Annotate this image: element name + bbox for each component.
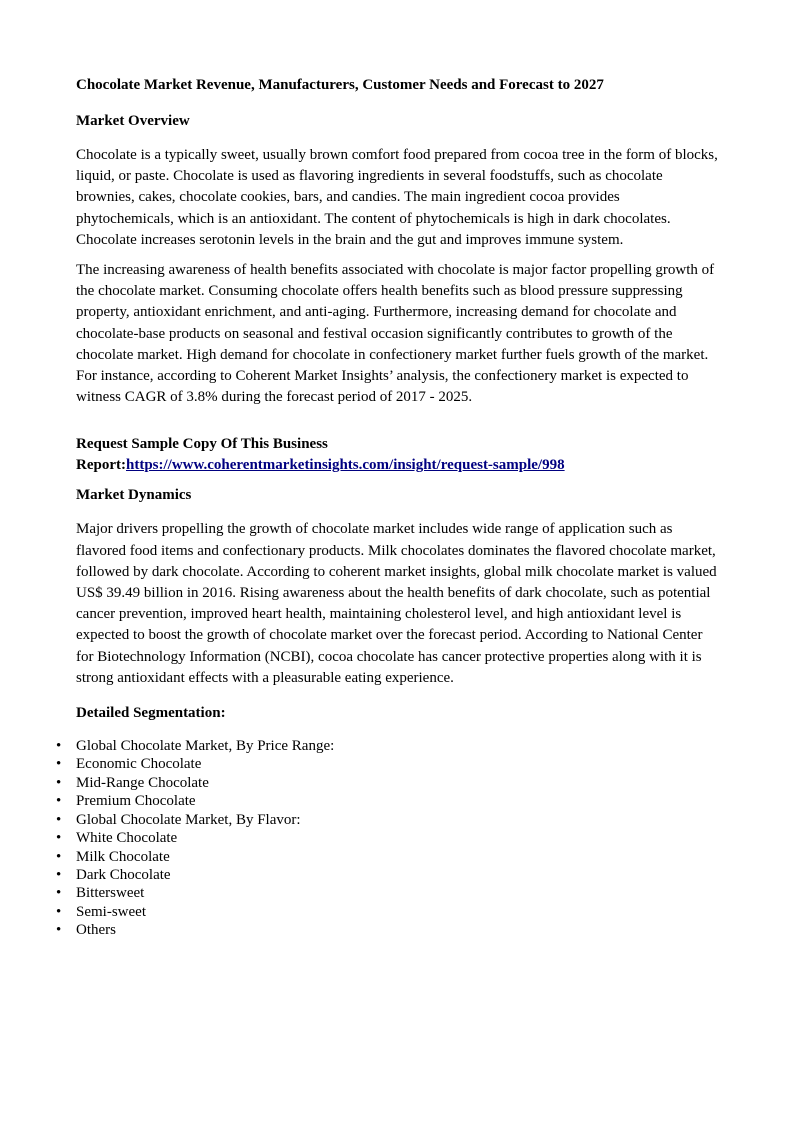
list-item-label: Milk Chocolate [76, 848, 170, 865]
overview-paragraph-2: The increasing awareness of health benefits associated with chocolate is major factor propelling growth of the chocolate market. Consuming chocolate offers health benefits such as blood pressure suppressing property, antioxidant enrichment, and anti-aging. Furthermore, increasing demand for chocolate and chocolate-base products on seasonal and festival occasion significantly contributes to growth of the chocolate market. High demand for chocolate in confectionery market further fuels growth of the market. For instance, according to Coherent Market Insights’ analysis, the confectionery market is expected to witness CAGR of 3.8% during the forecast period of 2017 - 2025. [76, 262, 715, 406]
market-overview-heading: Market Overview [76, 113, 190, 129]
list-item [56, 884, 718, 902]
document-page [56, 74, 718, 940]
list-item [56, 755, 718, 773]
request-sample-block [76, 434, 718, 476]
list-item-label: Dark Chocolate [76, 866, 171, 883]
list-item-label: Global Chocolate Market, By Price Range: [76, 738, 335, 755]
list-item-label: Others [76, 922, 116, 939]
bullet-icon: • [56, 811, 62, 828]
list-item-label: Global Chocolate Market, By Flavor: [76, 811, 301, 828]
bullet-icon: • [56, 903, 62, 920]
document-title: Chocolate Market Revenue, Manufacturers, Customer Needs and Forecast to 2027 [76, 77, 604, 93]
list-item-label: Bittersweet [76, 885, 145, 902]
section-spacer [76, 417, 718, 434]
list-item-label: Semi-sweet [76, 903, 146, 920]
segmentation-list [56, 737, 718, 939]
bullet-icon: • [56, 866, 62, 883]
list-item [56, 903, 718, 921]
list-item [56, 866, 718, 884]
market-dynamics-heading: Market Dynamics [76, 487, 192, 504]
bullet-icon: • [56, 793, 62, 810]
request-report-label: Report: [76, 457, 126, 474]
request-sample-text: Request Sample Copy Of This Business [76, 436, 328, 453]
bullet-icon: • [56, 830, 62, 847]
list-item-label: Economic Chocolate [76, 756, 202, 773]
dynamics-paragraph: Major drivers propelling the growth of chocolate market includes wide range of application such as flavored food items and confectionary products. Milk chocolates dominates the flavored chocolate market, followed by dark chocolate. According to coherent market insights, global milk chocolate market is valued US$ 39.49 billion in 2016. Rising awareness about the health benefits of dark chocolate, such as potential cancer prevention, improved heart health, maintaining cholesterol level, and high antioxidant level is expected to boost the growth of chocolate market over the forecast period. According to National Center for Biotechnology Information (NCBI), cocoa chocolate has cancer protective properties along with it is strong antioxidant effects with a pleasurable eating experience. [76, 521, 717, 686]
bullet-icon: • [56, 774, 62, 791]
list-item [56, 921, 718, 939]
bullet-icon: • [56, 922, 62, 939]
list-item-label: Mid-Range Chocolate [76, 774, 209, 791]
bullet-icon: • [56, 738, 62, 755]
list-item [56, 811, 718, 829]
list-item [56, 829, 718, 847]
list-item [56, 848, 718, 866]
segmentation-heading: Detailed Segmentation: [76, 705, 226, 722]
overview-paragraph-1: Chocolate is a typically sweet, usually brown comfort food prepared from cocoa tree in the form of blocks, liquid, or paste. Chocolate is used as flavoring ingredients in several foodstuffs, such as chocolate brownies, cakes, chocolate cookies, bars, and candies. The main ingredient cocoa provides phytochemicals, which is an antioxidant. The content of phytochemicals is high in dark chocolates. Chocolate increases serotonin levels in the brain and the gut and improves immune system. [76, 147, 718, 248]
list-item [56, 792, 718, 810]
list-item-label: White Chocolate [76, 830, 178, 847]
list-item-label: Premium Chocolate [76, 793, 196, 810]
bullet-icon: • [56, 756, 62, 773]
bullet-icon: • [56, 848, 62, 865]
list-item [56, 737, 718, 755]
request-sample-link[interactable]: https://www.coherentmarketinsights.com/insight/request-sample/998 [125, 457, 565, 474]
bullet-icon: • [56, 885, 62, 902]
list-item [56, 774, 718, 792]
